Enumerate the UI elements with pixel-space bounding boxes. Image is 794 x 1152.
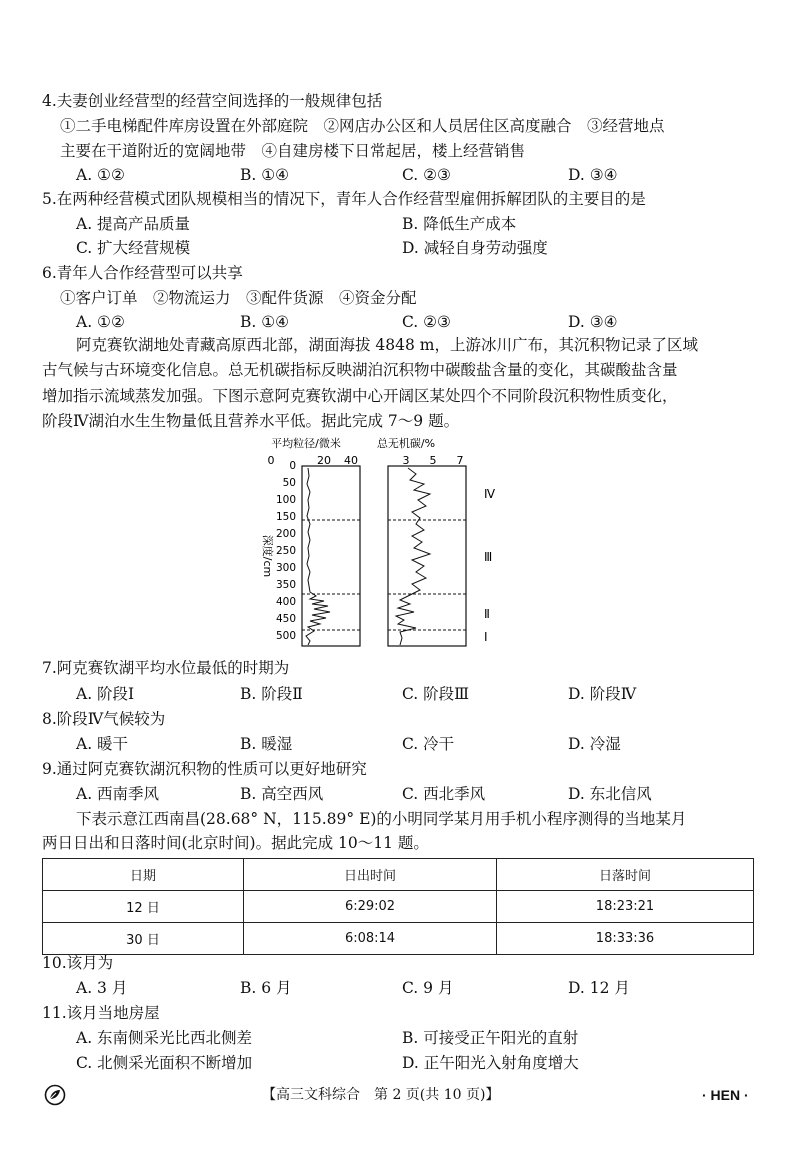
passage1-line4: 阶段Ⅳ湖泊水生生物量低且营养水平低。据此完成 7～9 题。 bbox=[42, 412, 460, 430]
q4-option-b: B. ①④ bbox=[240, 166, 290, 184]
table-header: 日出时间 bbox=[244, 859, 497, 891]
stage-label-3: Ⅲ bbox=[484, 550, 493, 564]
passage1-line2: 古气候与古环境变化信息。总无机碳指标反映湖泊沉积物中碳酸盐含量的变化，其碳酸盐含量 bbox=[42, 361, 678, 379]
depth-tick: 400 bbox=[275, 596, 296, 608]
q9-stem: 9.通过阿克赛钦湖沉积物的性质可以更好地研究 bbox=[42, 760, 367, 778]
depth-tick: 350 bbox=[275, 579, 296, 591]
stage-boundaries bbox=[302, 520, 466, 630]
q7-option-a: A. 阶段Ⅰ bbox=[76, 685, 135, 703]
passage1-line1: 阿克赛钦湖地处青藏高原西北部，湖面海拔 4848 m，上游冰川广布，其沉积物记录了区域 bbox=[76, 336, 699, 354]
left-tick-20: 20 bbox=[317, 454, 331, 467]
right-panel-title: 总无机碳/% bbox=[376, 437, 436, 450]
depth-tick: 450 bbox=[275, 613, 296, 625]
stage-label-2: Ⅱ bbox=[484, 607, 490, 621]
depth-tick: 500 bbox=[275, 630, 296, 642]
q6-option-a: A. ①② bbox=[76, 313, 125, 331]
table-cell: 12 日 bbox=[43, 891, 244, 923]
sunrise-sunset-table bbox=[42, 858, 754, 955]
q8-option-c: C. 冷干 bbox=[402, 735, 455, 753]
left-tick-40: 40 bbox=[344, 454, 358, 467]
q9-option-d: D. 东北信风 bbox=[568, 785, 652, 803]
grain-size-panel bbox=[302, 466, 360, 646]
q6-option-d: D. ③④ bbox=[568, 313, 618, 331]
passage2-line1: 下表示意江西南昌(28.68° N，115.89° E)的小明同学某月用手机小程序测得的当地某月 bbox=[76, 810, 687, 828]
table-row bbox=[43, 923, 754, 955]
q11-option-c: C. 北侧采光面积不断增加 bbox=[76, 1054, 253, 1072]
passage1-line3: 增加指示流域蒸发加强。下图示意阿克赛钦湖中心开阔区某处四个不同阶段沉积物性质变化， bbox=[42, 387, 678, 405]
q6-stem: 6.青年人合作经营型可以共享 bbox=[42, 264, 243, 282]
q11-option-a: A. 东南侧采光比西北侧差 bbox=[76, 1029, 253, 1047]
inorganic-carbon-curve bbox=[396, 468, 430, 645]
q7-option-c: C. 阶段Ⅲ bbox=[402, 685, 470, 703]
table-header: 日期 bbox=[43, 859, 244, 891]
left-panel-title: 平均粒径/微米 bbox=[271, 437, 341, 450]
q5-option-b: B. 降低生产成本 bbox=[402, 215, 517, 233]
q11-stem: 11.该月当地房屋 bbox=[42, 1004, 160, 1022]
q8-option-d: D. 冷湿 bbox=[568, 735, 621, 753]
q10-option-a: A. 3 月 bbox=[76, 979, 128, 997]
right-tick-7: 7 bbox=[456, 454, 464, 467]
right-tick-3: 3 bbox=[402, 454, 410, 467]
table-cell: 6:29:02 bbox=[244, 891, 497, 923]
footer-page-info: 【高三文科综合 第 2 页(共 10 页)】 bbox=[262, 1087, 500, 1103]
q4-option-d: D. ③④ bbox=[568, 166, 618, 184]
table-cell: 6:08:14 bbox=[244, 923, 497, 955]
grain-size-curve bbox=[306, 468, 330, 645]
leaf-logo-icon bbox=[44, 1084, 66, 1106]
depth-tick: 0 bbox=[289, 460, 296, 472]
stage-label-1: Ⅰ bbox=[484, 630, 488, 644]
q4-stem: 4.夫妻创业经营型的经营空间选择的一般规律包括 bbox=[42, 92, 383, 110]
q10-option-d: D. 12 月 bbox=[568, 979, 630, 997]
q5-option-d: D. 减轻自身劳动强度 bbox=[402, 239, 548, 257]
q8-option-a: A. 暖干 bbox=[76, 735, 129, 753]
q6-option-c: C. ②③ bbox=[402, 313, 451, 331]
q4-option-c: C. ②③ bbox=[402, 166, 451, 184]
depth-tick: 100 bbox=[275, 494, 296, 506]
right-tick-5: 5 bbox=[429, 454, 437, 467]
depth-tick: 250 bbox=[275, 545, 296, 557]
table-cell: 30 日 bbox=[43, 923, 244, 955]
q11-option-d: D. 正午阳光入射角度增大 bbox=[402, 1054, 579, 1072]
q4-option-a: A. ①② bbox=[76, 166, 125, 184]
depth-tick: 50 bbox=[282, 477, 296, 489]
table-cell: 18:23:21 bbox=[497, 891, 754, 923]
sediment-figure bbox=[240, 436, 540, 654]
q10-option-b: B. 6 月 bbox=[240, 979, 292, 997]
q7-option-b: B. 阶段Ⅱ bbox=[240, 685, 303, 703]
passage2-line2: 两日日出和日落时间(北京时间)。据此完成 10～11 题。 bbox=[42, 834, 429, 852]
depth-tick: 200 bbox=[275, 528, 296, 540]
depth-axis-label: 深度/cm bbox=[261, 534, 274, 578]
table-header-row bbox=[43, 859, 754, 891]
q7-stem: 7.阿克赛钦湖平均水位最低的时期为 bbox=[42, 659, 290, 677]
q10-option-c: C. 9 月 bbox=[402, 979, 454, 997]
q9-option-c: C. 西北季风 bbox=[402, 785, 486, 803]
footer-code: · HEN · bbox=[702, 1087, 749, 1103]
q4-line2: 主要在干道附近的宽阔地带 ④自建房楼下日常起居，楼上经营销售 bbox=[60, 142, 526, 160]
q5-option-c: C. 扩大经营规模 bbox=[76, 239, 191, 257]
depth-tick: 150 bbox=[275, 511, 296, 523]
q9-option-a: A. 西南季风 bbox=[76, 785, 160, 803]
q9-option-b: B. 高空西风 bbox=[240, 785, 324, 803]
q8-stem: 8.阶段Ⅳ气候较为 bbox=[42, 710, 166, 728]
left-tick-0: 0 bbox=[267, 454, 275, 467]
q11-option-b: B. 可接受正午阳光的直射 bbox=[402, 1029, 579, 1047]
q5-option-a: A. 提高产品质量 bbox=[76, 215, 191, 233]
q10-stem: 10.该月为 bbox=[42, 954, 114, 972]
q8-option-b: B. 暖湿 bbox=[240, 735, 293, 753]
q7-option-d: D. 阶段Ⅳ bbox=[568, 685, 637, 703]
q6-option-b: B. ①④ bbox=[240, 313, 290, 331]
q5-stem: 5.在两种经营模式团队规模相当的情况下，青年人合作经营型雇佣拆解团队的主要目的是 bbox=[42, 190, 646, 208]
table-cell: 18:33:36 bbox=[497, 923, 754, 955]
table-header: 日落时间 bbox=[497, 859, 754, 891]
depth-tick: 300 bbox=[275, 562, 296, 574]
depth-axis bbox=[276, 460, 296, 642]
table-row bbox=[43, 891, 754, 923]
stage-label-4: Ⅳ bbox=[484, 487, 496, 501]
q6-line1: ①客户订单 ②物流运力 ③配件货源 ④资金分配 bbox=[60, 289, 417, 307]
q4-line1: ①二手电梯配件库房设置在外部庭院 ②网店办公区和人员居住区高度融合 ③经营地点 bbox=[60, 117, 665, 135]
